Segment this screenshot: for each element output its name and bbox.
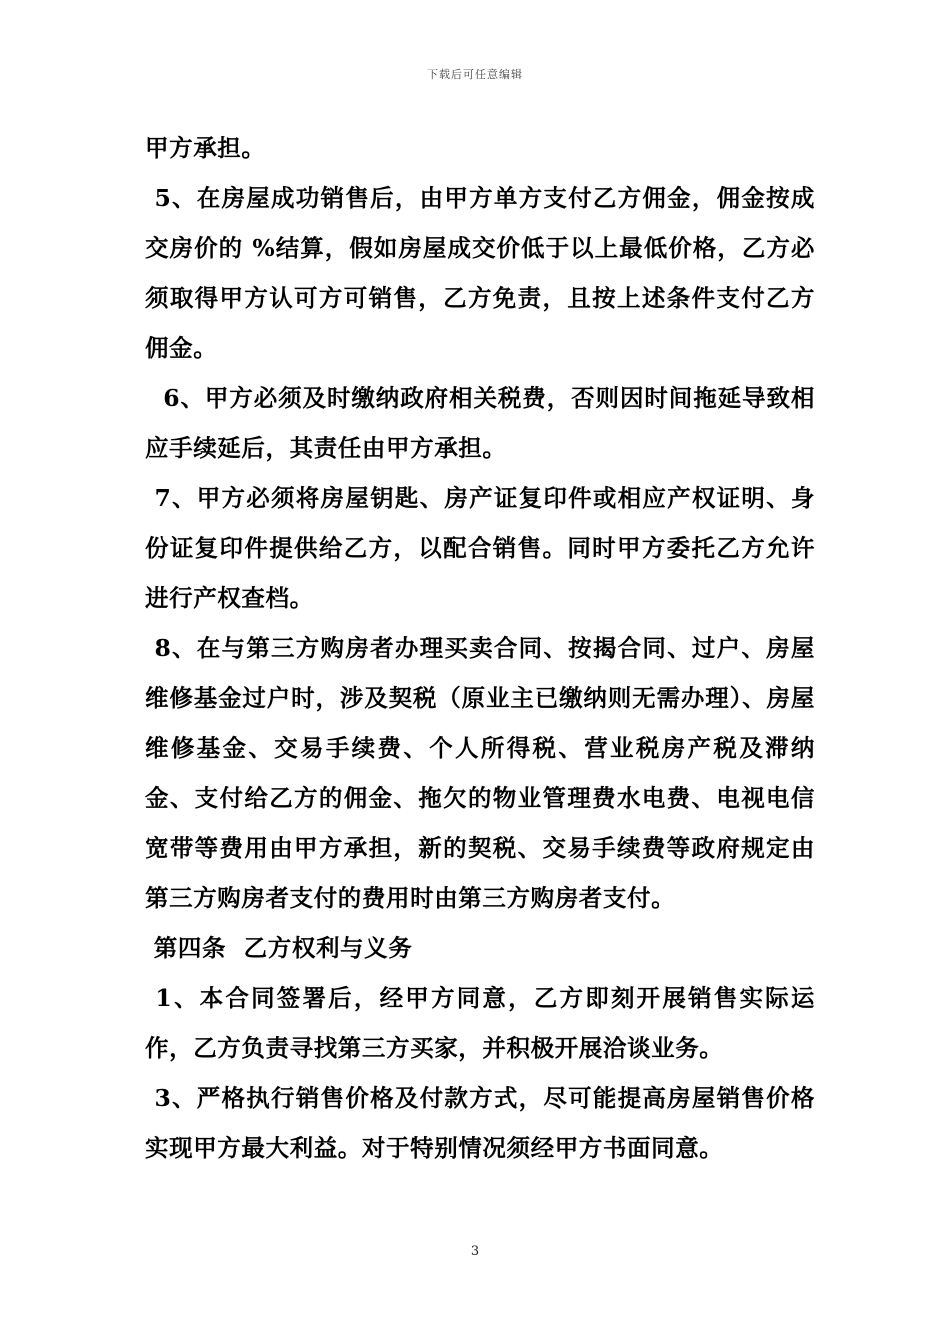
document-body — [145, 123, 815, 1173]
paragraph-item-7: 7、甲方必须将房屋钥匙、房产证复印件或相应产权证明、身份证复印件提供给乙方，以配合销售。同时甲方委托乙方允许进行产权查档。 — [145, 484, 815, 612]
paragraph-item-8: 8、在与第三方购房者办理买卖合同、按揭合同、过户、房屋维修基金过户时，涉及契税（原业主已缴纳则无需办理）、房屋维修基金、交易手续费、个人所得税、营业税房产税及滞纳金、支付给乙方的佣金、拖欠的物业管理费水电费、电视电信宽带等费用由甲方承担，新的契税、交易手续费等政府规定由第三方购房者支付的费用时由第三方购房者支付。 — [145, 634, 815, 912]
paragraph-continuation: 甲方承担。 — [145, 134, 266, 162]
section-heading-article-4: 第四条 乙方权利与义务 — [145, 934, 413, 962]
paragraph-item-5: 5、在房屋成功销售后，由甲方单方支付乙方佣金，佣金按成交房价的 %结算，假如房屋成交价低于以上最低价格，乙方必须取得甲方认可方可销售，乙方免责，且按上述条件支付乙方佣金。 — [145, 184, 815, 362]
page-number: 3 — [470, 1244, 480, 1259]
paragraph-article-4-item-1: 1、本合同签署后，经甲方同意，乙方即刻开展销售实际运作，乙方负责寻找第三方买家，并积极开展洽谈业务。 — [145, 984, 815, 1062]
paragraph-item-6: 6、甲方必须及时缴纳政府相关税费，否则因时间拖延导致相应手续延后，其责任由甲方承担。 — [145, 384, 815, 462]
page-header: 下载后可任意编辑 — [427, 68, 523, 81]
paragraph-article-4-item-3: 3、严格执行销售价格及付款方式，尽可能提高房屋销售价格实现甲方最大利益。对于特别情况须经甲方书面同意。 — [145, 1084, 815, 1162]
